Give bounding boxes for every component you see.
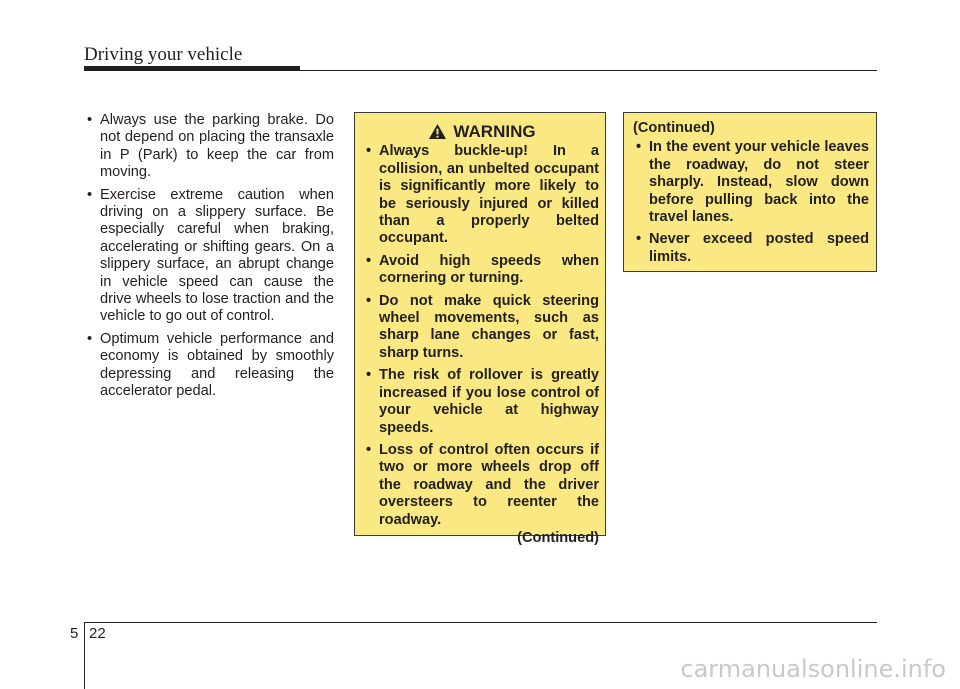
warning-box-continued [623,112,877,272]
continued-bullet-list [633,139,869,266]
warning-heading [363,123,599,140]
list-item: • Do not make quick steering wheel movements, such as sharp lane changes or fast, sharp turns. [363,293,599,363]
footer-rule [84,622,877,623]
warning-heading-text: WARNING [453,122,536,141]
warning-box [354,112,606,546]
list-item: • Loss of control often occurs if two or more wheels drop off the roadway and the driver oversteers to reenter the roadway. [363,442,599,529]
list-item: • Always buckle-up! In a collision, an unbelted occupant is significantly more likely to be seriously injured or killed than a properly belted occupant. [363,143,599,247]
footer-divider [84,622,85,689]
continued-label: (Continued) [633,120,715,136]
page-header-title: Driving your vehicle [84,44,243,65]
watermark: carmanualsonline.info [680,655,946,683]
list-item: • Always use the parking brake. Do not depend on placing the transaxle in P (Park) to keep the car from moving. [84,112,334,182]
header-rule-thin [300,70,877,71]
left-bullet-list [84,112,334,401]
list-item: • Optimum vehicle performance and economy is obtained by smoothly depressing and releasing the accelerator pedal. [84,331,334,401]
list-item: • Never exceed posted speed limits. [633,231,869,266]
list-item: • Exercise extreme caution when driving on a slippery surface. Be especially careful when braking, accelerating or shifting gears. On a slippery surface, an abrupt change in vehicle speed can cause the drive wheels to lose traction and the vehicle to go out of control. [84,187,334,326]
chapter-number: 5 [70,625,79,642]
continued-label: (Continued) [517,529,599,546]
page-number: 22 [89,625,106,642]
header-rule-thick [84,66,300,71]
warning-triangle-icon [428,123,447,140]
list-item: • The risk of rollover is greatly increased if you lose control of your vehicle at highway speeds. [363,367,599,437]
left-column [84,112,334,406]
list-item: • Avoid high speeds when cornering or turning. [363,253,599,288]
list-item: • In the event your vehicle leaves the roadway, do not steer sharply. Instead, slow down before pulling back into the travel lanes. [633,139,869,226]
warning-bullet-list [363,143,599,529]
